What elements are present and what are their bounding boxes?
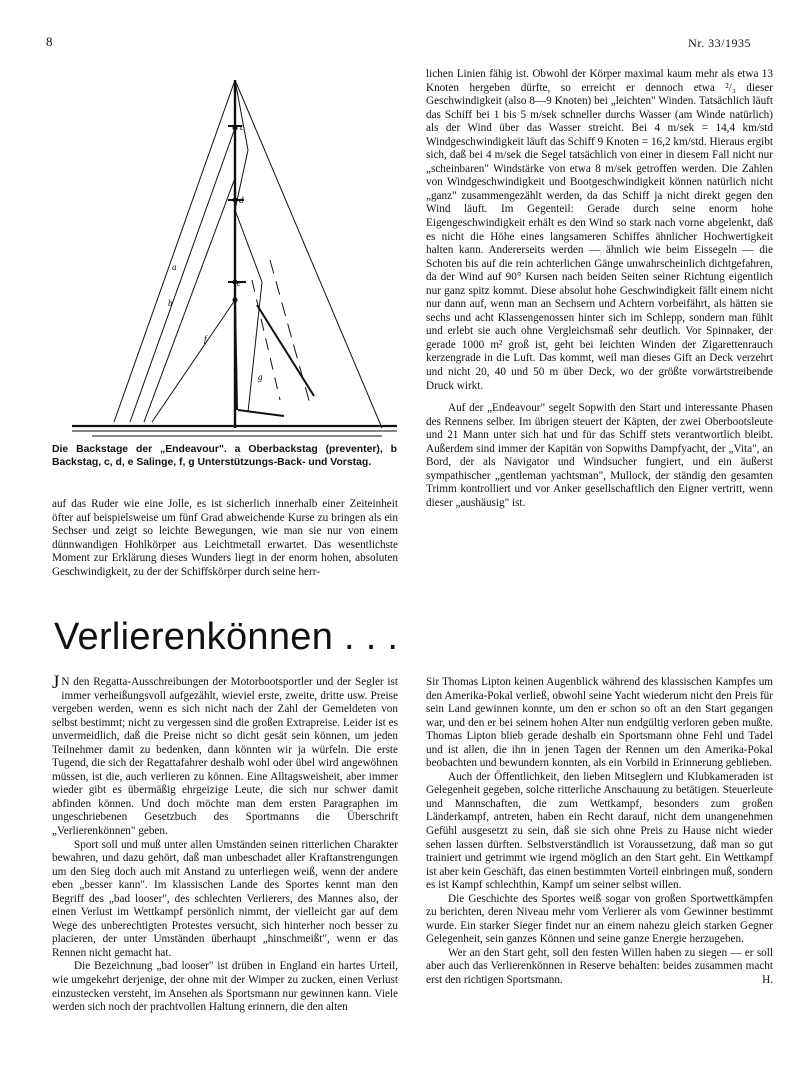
page-number: 8 (46, 34, 53, 49)
paragraph: Auf der „Endeavour" segelt Sopwith den Start und interessante Phasen des Rennens selber. Im übrigen steuert der Käpten, der zwei Oberbootsleute und 21 Mann unter sich hat und für das Schiff stets verantwortlich bleibt. Außerdem sind immer der Kapitän von Sopwiths Dampfyacht, der „Vita", an Bord, der als Navigator und Windsucher fungiert, und ein äußerst sympathischer „gentleman yachtsman", Mullock, der ständig den gesamten Trimm kontrolliert und vor Anker gesellschaftlich den Eigner vertritt, wenn dieser „aushäusig" ist. (426, 402, 773, 509)
paragraph: auf das Ruder wie eine Jolle, es ist sicherlich innerhalb einer Zeiteinheit öfter auf beispielsweise um fünf Grad abweichende Kurse zu bringen als ein Sechser und zeigt so leichte Bewegungen, wie man sie nur von einem dünnwandigen Hohlkörper aus Leichtmetall erwartet. Das wesentlichste Moment zur Erklärung dieses Wunders liegt in der enorm hohen, absoluten Geschwindigkeit, zu der der Schiffskörper durch seine herr- (52, 498, 398, 578)
paragraph: Sport soll und muß unter allen Umständen seinen ritterlichen Charakter bewahren, und dazu gehört, daß man unbeschadet aller Kraftanstrengungen um den Sieg doch auch mit Anstand zu unterliegen weiß, wenn der andere eben „besser kann". Im klassischen Lande des Sportes kennt man den Begriff des „bad looser", des schlechten Verlierers, des Mannes also, der einen Verlust im Wettkampf persönlich nimmt, der vielleicht gar auf dem Wege des unberechtigten Protestes versucht, sich hinterher noch besser zu placieren, der unter Umständen überhaupt „hinschmeißt", wenn er das Rennen nicht gemacht hat. (52, 838, 398, 959)
paragraph: Die Bezeichnung „bad looser" ist drüben in England ein hartes Urteil, wie umgekehrt derjenige, der ohne mit der Wimper zu zucken, einen Verlust einzustecken versteht, im Ansehen als Sportsmann nur gewinnen kann. Viele werden sich noch der prachtvollen Haltung erinnern, die den alten (52, 960, 398, 1014)
article-left-column (52, 672, 398, 1015)
label-d: d (239, 195, 244, 205)
paragraph: Auch der Öffentlichkeit, den lieben Mitseglern und Klubkameraden ist Gelegenheit gegeben, solche ritterliche Anschauung zu betätigen. Steuerleute und Mannschaften, die zum Wettkampf, besonders zum großen Länderkampf, antreten, haben ein Recht darauf, nicht dem unangenehmen Gefühl ausgesetzt zu sein, daß sie sich ohne Preis zu Hause nicht wieder sehen lassen dürften. Selbstverständlich ist Voraussetzung, daß man so gut trainiert und getrimmt wie irgend möglich an den Start geht. Ein Wettkampf ist aber kein Geschäft, das einen bestimmten Vorteil einbringen muß, sondern es ist Kampf schlechthin, Kampf um seiner selbst willen. (426, 770, 773, 892)
label-g: g (258, 372, 263, 382)
article-headline: Verlierenkönnen . . . (54, 616, 399, 658)
issue-number: Nr. 33/1935 (688, 36, 751, 50)
author-signature: H. (762, 974, 773, 987)
label-f: f (204, 334, 207, 344)
label-e: e (237, 278, 241, 288)
paragraph: Die Geschichte des Sportes weiß sogar von großen Sportwettkämpfen zu berichten, deren Niveau mehr vom Verlierer als vom Gewinner bestimmt wurde. Ein starker Sieger findet nur an einem nahezu gleich starken Gegner Gelegenheit, sein ganzes Können und seine ganze Energie herzugeben. (426, 892, 773, 946)
figure-caption: Die Backstage der „Endeavour". a Oberbackstag (preventer), b Backstag, c, d, e Salinge, f, g Unterstützungs-Back- und Vorstag. (52, 444, 397, 468)
drop-cap: J (52, 672, 60, 693)
article-right-column (426, 676, 773, 988)
label-b: b (168, 298, 173, 308)
paragraph: lichen Linien fähig ist. Obwohl der Körper maximal kaum mehr als etwa 13 Knoten hergeben dürfte, so erreicht er dennoch etwa ²/₃ dieser Geschwindigkeit (also 8—9 Knoten) bei „leichten" Winden. Tatsächlich läuft das Schiff bei 1 bis 5 m/sek schneller durchs Wasser (am Winde natürlich) als der Wind über das Wasser streicht. Bei 4 m/sek = 14,4 km/std Windgeschwindigkeit läuft das Schiff 9 Knoten = 16,2 km/std. Hieraus ergibt sich, daß bei 4 m/sek die Segel tatsächlich von einer in diesem Fall nicht nur „scheinbaren" Windstärke von etwa 8 m/sek getroffen werden. Die Zahlen von Windgeschwindigkeit und Bootgeschwindigkeit können natürlich nicht „ganz" zusammengezählt werden, da das Schiff ja nicht direkt gegen den Wind läuft. Im Gegenteil: Gerade durch seine enorm hohe Eigengeschwindigkeit erhält es den Wind so stark nach vorne abgelenkt, daß es nicht die Höhe eines langsameren Schiffes ähnlicher Hochwertigkeit halten kann. Andererseits werden — ähnlich wie beim Eissegeln — die Schoten bis auf die rein achterlichen Gänge unwahrscheinlich dichtgefahren, da der Wind auf 90° Kursen nach beiden Seiten seiner Richtung eigentlich nur ganz spitz kommt. Diese absolut hohe Geschwindigkeit fällt einem nicht nur dann auf, wenn man an Sechsern und Achtern vorbeifährt, als hätten sie sechs und acht Klassengenossen hinter sich im Schlepp, sondern man fühlt und erlebt sie auch ohne Vergleichsmaß sehr deutlich. Vor Spinnaker, der gerade 1000 m² groß ist, geht bei leichten Winden der Zigarettenrauch kerzengrade in die Luft. Das kommt, weil man dieses Gift an Deck verzehrt und nicht 20, 40 und 50 m über Deck, wo der größte vorwärtstreibende Druck wirkt. (426, 68, 773, 392)
paragraph: J N den Regatta-Ausschreibungen der Motorbootsportler und der Segler ist immer verheißungsvoll aufgezählt, wieviel erste, zweite, dritte usw. Preise vergeben werden, wenn es sich nicht nach der Zahl der Gemeldeten von selbst bestimmt; nicht zu vergessen sind die großen Extrapreise. Leider ist es unvermeidlich, daß die Preise nicht so dicht gesät sein können, um jeden Teilnehmer damit zu bedenken, dann könnten wir ja würfeln. Die erste Tugend, die sich der Regattafahrer deshalb wohl oder übel wird angewöhnen müssen, ist die, auch verlieren zu können. Eine Alltagsweisheit, aber immer wieder gibt es übermäßig ehrgeizige Leute, die sich nur schwer damit abfinden können. Und doch möchte man dem ersten Paragraphen im ungeschriebenen Gesetzbuch des Sportmanns die Überschrift „Verlierenkönnen" geben. (52, 672, 398, 838)
right-top-text-column (426, 68, 773, 511)
rigging-diagram (52, 50, 402, 442)
paragraph: Wer an den Start geht, soll den festen Willen haben zu siegen — er soll aber auch das Verlierenkönnen in Reserve behalten: beides zusammen macht erst den richtigen Sportsmann. H. (426, 946, 773, 987)
label-c: c (240, 122, 244, 132)
label-a: a (172, 262, 177, 272)
left-top-text-column (52, 498, 398, 579)
paragraph: Sir Thomas Lipton keinen Augenblick während des klassischen Kampfes um den Amerika-Pokal verließ, obwohl seine Yacht wiederum nicht den Preis für sein Land gewinnen konnte, um den er schon so oft an den Start gegangen war, und den er bei seinem hohen Alter nun endgültig verloren geben mußte. Thomas Lipton blieb gerade deshalb ein Sportsmann ohne Fehl und Tadel und ist allen, die ihn in jenen Tagen der Rennen um den Amerika-Pokal beobachten und bewundern konnten, als ein Vorbild in Erinnerung geblieben. (426, 676, 773, 770)
